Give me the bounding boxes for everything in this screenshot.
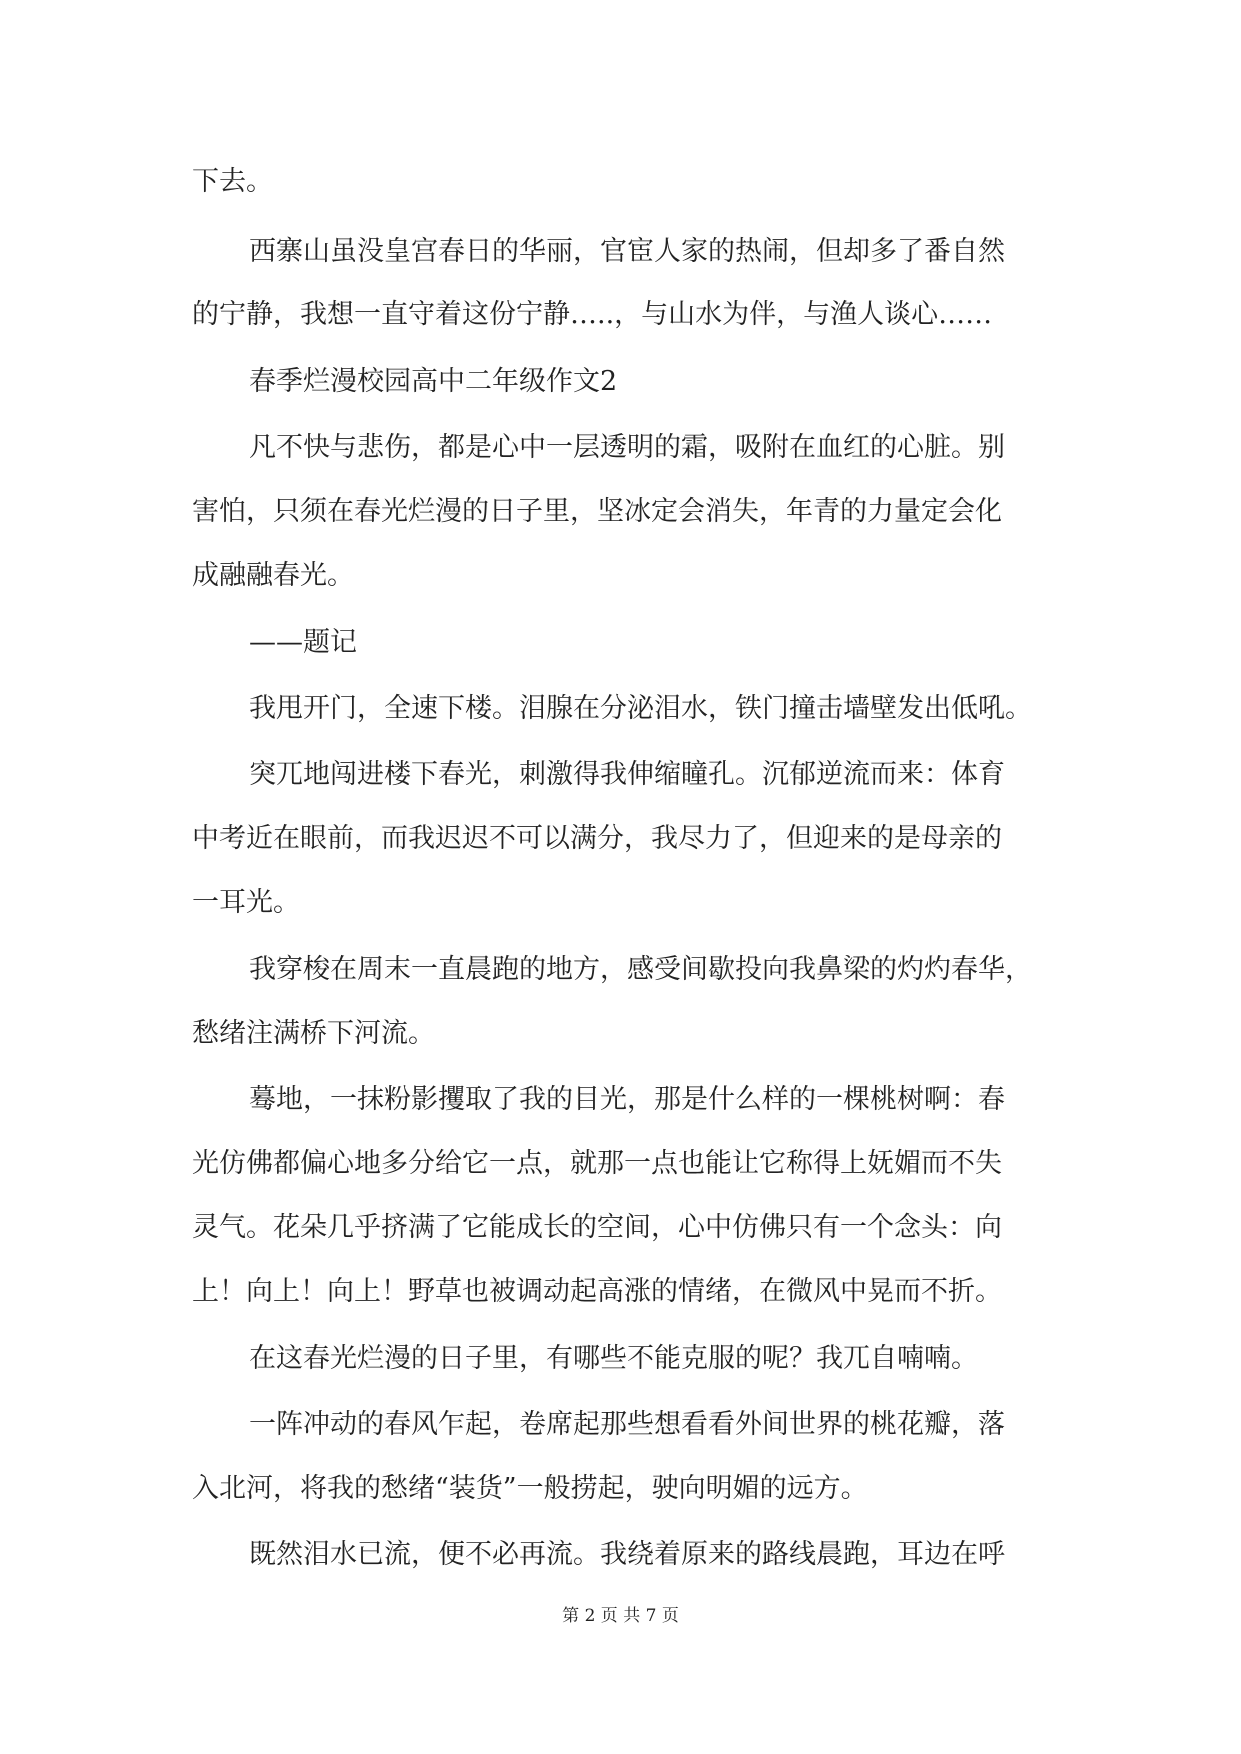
text-line: 光仿佛都偏心地多分给它一点，就那一点也能让它称得上妩媚而不失 <box>192 1148 1002 1179</box>
text-line: 中考近在眼前，而我迟迟不可以满分，我尽力了，但迎来的是母亲的 <box>192 823 1002 854</box>
text-line: 入北河，将我的愁绪“装货”一般捞起，驶向明媚的远方。 <box>192 1473 868 1504</box>
page-number-footer: 第 2 页 共 7 页 <box>562 1606 679 1626</box>
text-line: 西寨山虽没皇宫春日的华丽，官宦人家的热闹，但却多了番自然 <box>249 236 1005 267</box>
text-line: 既然泪水已流，便不必再流。我绕着原来的路线晨跑，耳边在呼 <box>249 1539 1005 1570</box>
text-line: 一耳光。 <box>192 887 300 918</box>
text-line: 我穿梭在周末一直晨跑的地方，感受间歇投向我鼻梁的灼灼春华， <box>249 954 1032 985</box>
text-line: 我甩开门，全速下楼。泪腺在分泌泪水，铁门撞击墙壁发出低吼。 <box>249 693 1032 724</box>
text-line: 在这春光烂漫的日子里，有哪些不能克服的呢？我兀自喃喃。 <box>249 1343 978 1374</box>
text-line: 害怕，只须在春光烂漫的日子里，坚冰定会消失，年青的力量定会化 <box>192 496 1002 527</box>
text-line: 蓦地，一抹粉影攫取了我的目光，那是什么样的一棵桃树啊：春 <box>249 1084 1005 1115</box>
text-line: 愁绪注满桥下河流。 <box>192 1018 435 1049</box>
text-line: 上！向上！向上！野草也被调动起高涨的情绪，在微风中晃而不折。 <box>192 1276 1002 1307</box>
text-line: 突兀地闯进楼下春光，刺激得我伸缩瞳孔。沉郁逆流而来：体育 <box>249 759 1005 790</box>
text-line: 成融融春光。 <box>192 560 354 591</box>
epigraph-note: ——题记 <box>249 627 357 658</box>
text-line: 一阵冲动的春风乍起，卷席起那些想看看外间世界的桃花瓣，落 <box>249 1409 1005 1440</box>
text-line: 凡不快与悲伤，都是心中一层透明的霜，吸附在血红的心脏。别 <box>249 432 1005 463</box>
text-line: 下去。 <box>192 166 273 197</box>
text-line: 的宁静，我想一直守着这份宁静…..，与山水为伴，与渔人谈心…… <box>192 299 993 330</box>
text-line: 灵气。花朵几乎挤满了它能成长的空间，心中仿佛只有一个念头：向 <box>192 1212 1002 1243</box>
section-title: 春季烂漫校园高中二年级作文2 <box>249 366 618 397</box>
